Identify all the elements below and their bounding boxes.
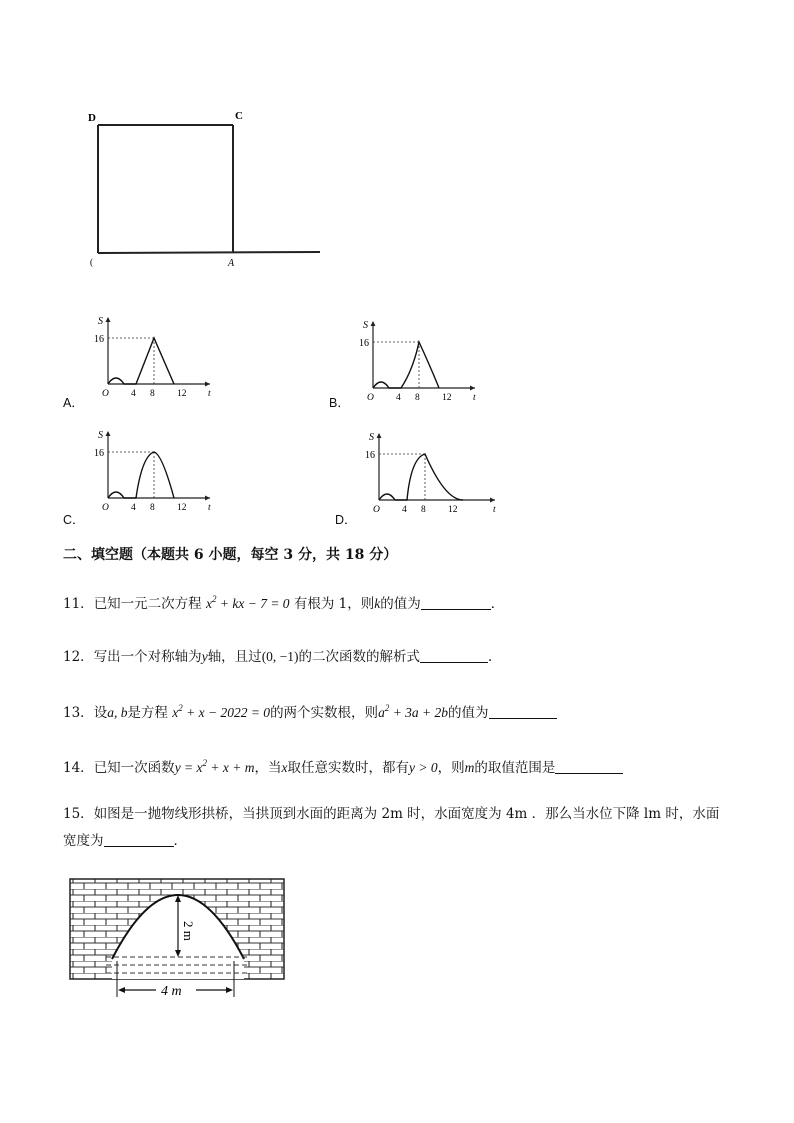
q13-number: 13． — [63, 705, 94, 721]
t-axis-arrow — [470, 386, 475, 391]
q13-expression: $a^2 + 3a + 2b$ — [378, 703, 449, 720]
t-axis-label: t — [493, 505, 496, 515]
q13-text-3: 的两个实数根，则 — [270, 705, 379, 721]
q14-text-2: ，当 — [254, 760, 282, 776]
x-tick-8: 8 — [150, 389, 155, 399]
origin-label: O — [373, 505, 380, 515]
option-c-label: C． — [63, 513, 85, 527]
question-15-line-1 — [63, 804, 719, 824]
option-a-graph — [92, 312, 217, 402]
q12-point: (0, −1) — [261, 649, 299, 664]
q12-number: 12． — [63, 649, 94, 665]
q11-equation: $x^2$ + kx − 7 = 0 — [205, 594, 290, 611]
y-tick-16: 16 — [359, 338, 369, 349]
x-tick-8: 8 — [415, 393, 420, 403]
x-tick-4: 4 — [131, 503, 136, 513]
option-d-label: D． — [335, 513, 357, 527]
q13-text-1: 设 — [93, 705, 108, 721]
question-13 — [63, 703, 557, 723]
q14-answer-blank[interactable] — [555, 759, 623, 774]
x-tick-12: 12 — [177, 503, 187, 513]
q11-text-3: 的值为 — [380, 596, 421, 612]
q13-answer-blank[interactable] — [489, 704, 557, 719]
q13-equation: $x^2 + x - 2022 = 0$ — [172, 703, 271, 720]
x-tick-4: 4 — [402, 505, 407, 515]
s-axis-label: S — [98, 316, 103, 327]
t-axis-arrow — [490, 498, 495, 503]
q15-text-2: 宽度为 — [63, 833, 104, 849]
s-axis-arrow — [106, 317, 111, 322]
x-tick-12: 12 — [442, 393, 452, 403]
origin-label: O — [102, 389, 109, 399]
bridge-width-label: 4 m — [161, 984, 182, 999]
origin-label: O — [102, 503, 109, 513]
q13-vars: a, b — [107, 705, 128, 720]
s-axis-label: S — [98, 430, 103, 441]
x-tick-12: 12 — [177, 389, 187, 399]
s-axis-arrow — [371, 321, 376, 326]
question-12: 12．写出一个对称轴为y轴，且过(0, −1)的二次函数的解析式 ． — [63, 649, 502, 665]
q12-text-2: 轴，且过 — [207, 649, 262, 665]
y-tick-16: 16 — [94, 334, 104, 345]
q13-text-4: 的值为 — [448, 705, 489, 721]
bridge-figure — [68, 877, 288, 1002]
option-d-graph — [363, 428, 503, 518]
q14-text-1: 已知一次函数 — [93, 760, 175, 776]
t-axis-arrow — [205, 496, 210, 501]
area-curve — [108, 338, 174, 384]
s-axis-arrow — [106, 431, 111, 436]
q15-number: 15． — [63, 806, 94, 822]
y-tick-16: 16 — [365, 450, 375, 461]
q15-answer-blank[interactable] — [104, 832, 174, 847]
x-tick-12: 12 — [448, 505, 458, 515]
q15-text-1: 如图是一抛物线形拱桥，当拱顶到水面的距离为 2m 时，水面宽度为 4m ．那么当水位下降 lm 时，水面 — [93, 806, 720, 822]
x-tick-8: 8 — [150, 503, 155, 513]
y-tick-16: 16 — [94, 448, 104, 459]
s-axis-label: S — [363, 320, 368, 331]
q12-text-3: 的二次函数的解析式 — [298, 649, 421, 665]
q14-equation: $y = x^2 + x + m$ — [174, 758, 255, 775]
q14-text-3: 取任意实数时，都有 — [287, 760, 409, 776]
q11-text-2: 有根为 1，则 — [293, 596, 375, 612]
origin-label: O — [367, 393, 374, 403]
q12-answer-blank[interactable] — [420, 648, 488, 663]
vertex-b-label: ( — [90, 257, 93, 267]
q12-text-1: 写出一个对称轴为 — [93, 649, 202, 665]
s-axis-arrow — [377, 433, 382, 438]
square-figure — [85, 105, 325, 270]
option-c-graph — [92, 426, 217, 516]
q11-number: 11． — [63, 596, 94, 612]
option-b-graph — [357, 316, 482, 406]
q14-inequality: y > 0 — [409, 760, 438, 775]
x-tick-4: 4 — [396, 393, 401, 403]
q14-text-4: ，则 — [437, 760, 465, 776]
q14-var-m: m — [464, 760, 475, 775]
t-axis-arrow — [205, 382, 210, 387]
option-a-label: A． — [63, 396, 84, 410]
q13-text-2: 是方程 — [127, 705, 168, 721]
q11-text-1: 已知一元二次方程 — [93, 596, 202, 612]
t-axis-label: t — [208, 389, 211, 399]
s-axis-label: S — [369, 432, 374, 443]
option-b-label: B． — [329, 396, 350, 410]
x-tick-4: 4 — [131, 389, 136, 399]
q11-var-k: k — [374, 596, 381, 611]
question-15-line-2: 宽度为 ． — [63, 833, 187, 849]
question-11: 11．已知一元二次方程 $x^2$ + kx − 7 = 0 有根为 1，则k的值为 ． — [63, 594, 505, 612]
vertex-d-label: D — [88, 112, 96, 124]
q11-answer-blank[interactable] — [421, 595, 491, 610]
area-curve — [373, 342, 439, 388]
section-heading: 二、填空题（本题共 6 小题，每空 3 分，共 18 分） — [63, 547, 398, 563]
q14-var-x: x — [281, 760, 288, 775]
x-tick-8: 8 — [421, 505, 426, 515]
t-axis-label: t — [473, 393, 476, 403]
q12-var-y: y — [201, 649, 208, 664]
bridge-height-label: 2 m — [181, 921, 196, 941]
vertex-a-label: A — [228, 258, 235, 269]
area-curve — [108, 452, 174, 498]
question-14 — [63, 758, 623, 778]
vertex-c-label: C — [235, 110, 243, 122]
q14-text-5: 的取值范围是 — [474, 760, 556, 776]
area-curve — [379, 454, 463, 500]
t-axis-label: t — [208, 503, 211, 513]
q14-number: 14． — [63, 760, 94, 776]
